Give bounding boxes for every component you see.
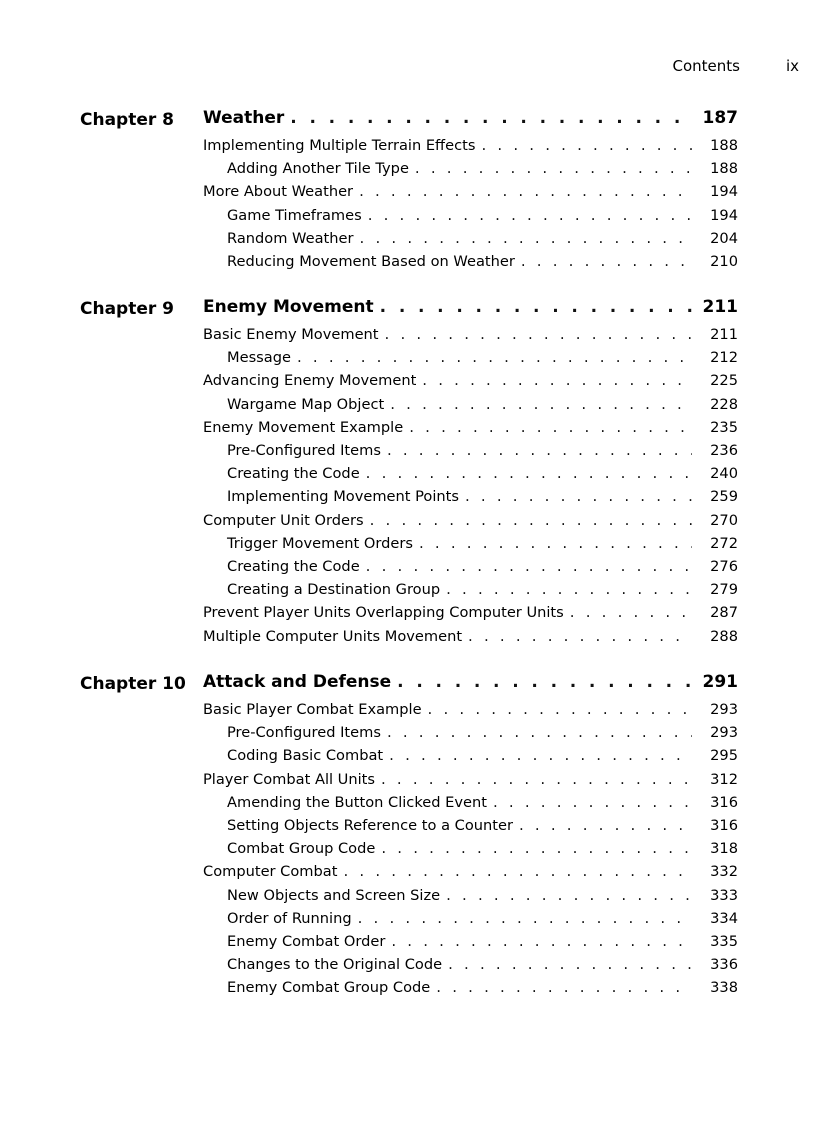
toc-subsection-entry[interactable]: [0, 252, 738, 276]
entry-page-number: 236: [710, 442, 738, 459]
dot-leader: [290, 108, 692, 128]
dot-leader: [422, 371, 692, 389]
dot-leader: [366, 557, 692, 575]
entry-title: Basic Player Combat Example: [203, 701, 422, 718]
entry-page-number: 276: [710, 558, 738, 575]
entry-page-number: 318: [710, 840, 738, 858]
toc-subsection-entry[interactable]: [0, 746, 738, 770]
toc-subsection-entry[interactable]: [0, 229, 738, 253]
dot-leader: [359, 182, 692, 200]
dot-leader: [387, 723, 692, 741]
toc-subsection-entry[interactable]: [0, 441, 738, 465]
entry-title: More About Weather: [203, 183, 354, 201]
entry-page-number: 293: [710, 724, 738, 742]
toc-section-entry[interactable]: [0, 136, 738, 160]
toc-section-entry[interactable]: [0, 770, 738, 794]
entry-page-number: 335: [710, 933, 738, 950]
entry-title: Player Combat All Units: [203, 770, 375, 788]
toc-section-entry[interactable]: [0, 627, 738, 651]
entry-title: Enemy Combat Order: [227, 933, 386, 950]
entry-title: Weather: [203, 108, 285, 128]
chapter-label: Chapter 8: [80, 110, 175, 130]
entry-title: Trigger Movement Orders: [227, 534, 413, 552]
entry-title: Enemy Combat Group Code: [227, 979, 431, 997]
toc-section-entry[interactable]: [0, 700, 738, 724]
toc-subsection-entry[interactable]: [0, 534, 738, 558]
entry-page-number: 338: [710, 979, 738, 997]
entry-title: Computer Unit Orders: [203, 511, 364, 529]
entry-page-number: 259: [710, 488, 738, 506]
entry-title: Implementing Multiple Terrain Effects: [203, 137, 476, 154]
entry-page-number: 291: [702, 672, 738, 692]
toc-subsection-entry[interactable]: [0, 723, 738, 747]
entry-title: Order of Running: [227, 909, 352, 927]
dot-leader: [381, 770, 692, 788]
toc-subsection-entry[interactable]: [0, 909, 738, 933]
dot-leader: [389, 746, 692, 764]
dot-leader: [343, 862, 692, 880]
entry-title: Combat Group Code: [227, 840, 376, 858]
entry-title: Pre-Configured Items: [227, 724, 381, 742]
toc-subsection-entry[interactable]: [0, 206, 738, 230]
entry-page-number: 194: [710, 206, 738, 224]
entry-page-number: 336: [710, 956, 738, 974]
chapter-title-entry[interactable]: [0, 108, 738, 132]
entry-page-number: 240: [710, 465, 738, 483]
dot-leader: [446, 580, 692, 598]
dot-leader: [380, 297, 692, 317]
entry-title: Game Timeframes: [227, 206, 362, 224]
dot-leader: [493, 793, 692, 811]
entry-title: Reducing Movement Based on Weather: [227, 253, 515, 270]
dot-leader: [519, 816, 692, 834]
toc-subsection-entry[interactable]: [0, 978, 738, 1002]
entry-title: Changes to the Original Code: [227, 956, 443, 974]
dot-leader: [448, 955, 692, 973]
entry-page-number: 333: [710, 886, 738, 904]
dot-leader: [390, 395, 692, 413]
chapter-title-entry[interactable]: [0, 297, 738, 321]
entry-title: New Objects and Screen Size: [227, 886, 441, 904]
running-head: [0, 57, 816, 77]
entry-page-number: 225: [710, 372, 738, 390]
entry-page-number: 288: [710, 627, 738, 645]
entry-title: Creating the Code: [227, 558, 360, 575]
dot-leader: [419, 534, 692, 552]
entry-page-number: 287: [710, 604, 738, 622]
entry-page-number: 204: [710, 229, 738, 247]
dot-leader: [391, 932, 692, 950]
dot-leader: [360, 229, 692, 247]
entry-page-number: 316: [710, 817, 738, 834]
entry-page-number: 211: [710, 326, 738, 343]
dot-leader: [368, 206, 692, 224]
toc-subsection-entry[interactable]: [0, 348, 738, 372]
toc-section-entry[interactable]: [0, 603, 738, 627]
toc-subsection-entry[interactable]: [0, 487, 738, 511]
toc-subsection-entry[interactable]: [0, 955, 738, 979]
toc-subsection-entry[interactable]: [0, 159, 738, 183]
toc-subsection-entry[interactable]: [0, 839, 738, 863]
entry-title: Attack and Defense: [203, 672, 392, 692]
entry-title: Multiple Computer Units Movement: [203, 627, 463, 645]
dot-leader: [409, 418, 692, 436]
entry-page-number: 194: [710, 183, 738, 201]
dot-leader: [428, 700, 692, 718]
entry-title: Coding Basic Combat: [227, 747, 384, 765]
chapter-title-entry[interactable]: [0, 672, 738, 696]
entry-title: Creating a Destination Group: [227, 581, 441, 599]
entry-page-number: 228: [710, 395, 738, 413]
entry-page-number: 279: [710, 581, 738, 599]
entry-title: Creating the Code: [227, 465, 360, 483]
entry-title: Enemy Movement: [203, 297, 374, 317]
running-head-title: Contents: [672, 57, 740, 75]
toc-subsection-entry[interactable]: [0, 395, 738, 419]
dot-leader: [387, 441, 692, 459]
toc-subsection-entry[interactable]: [0, 580, 738, 604]
entry-title: Adding Another Tile Type: [227, 160, 409, 178]
toc-section-entry[interactable]: [0, 325, 738, 349]
dot-leader: [415, 159, 692, 177]
entry-page-number: 211: [702, 297, 738, 317]
dot-leader: [370, 511, 692, 529]
dot-leader: [297, 348, 692, 366]
dot-leader: [381, 839, 692, 857]
entry-page-number: 235: [710, 418, 738, 436]
dot-leader: [481, 136, 692, 154]
toc-subsection-entry[interactable]: [0, 557, 738, 581]
entry-page-number: 187: [702, 108, 738, 128]
entry-page-number: 332: [710, 863, 738, 881]
entry-page-number: 272: [710, 534, 738, 552]
dot-leader: [358, 909, 692, 927]
entry-page-number: 316: [710, 793, 738, 811]
entry-page-number: 188: [710, 160, 738, 178]
entry-title: Wargame Map Object: [227, 395, 385, 413]
chapter-label: Chapter 10: [80, 674, 186, 694]
toc-section-entry[interactable]: [0, 182, 738, 206]
dot-leader: [385, 325, 692, 343]
entry-title: Pre-Configured Items: [227, 442, 381, 459]
dot-leader: [465, 487, 692, 505]
dot-leader: [397, 672, 692, 692]
entry-page-number: 210: [710, 253, 738, 270]
dot-leader: [521, 252, 692, 270]
entry-title: Basic Enemy Movement: [203, 326, 379, 343]
entry-title: Prevent Player Units Overlapping Computer Units: [203, 604, 564, 622]
dot-leader: [468, 627, 692, 645]
entry-title: Advancing Enemy Movement: [203, 372, 417, 390]
entry-title: Implementing Movement Points: [227, 488, 459, 506]
dot-leader: [570, 603, 692, 621]
toc-subsection-entry[interactable]: [0, 886, 738, 910]
dot-leader: [436, 978, 692, 996]
toc-subsection-entry[interactable]: [0, 793, 738, 817]
chapter-label: Chapter 9: [80, 299, 175, 319]
entry-page-number: 270: [710, 511, 738, 529]
entry-page-number: 334: [710, 909, 738, 927]
toc-subsection-entry[interactable]: [0, 464, 738, 488]
toc-section-entry[interactable]: [0, 511, 738, 535]
entry-page-number: 295: [710, 747, 738, 765]
entry-title: Enemy Movement Example: [203, 418, 404, 436]
entry-title: Random Weather: [227, 229, 354, 247]
entry-title: Amending the Button Clicked Event: [227, 793, 487, 811]
toc-subsection-entry[interactable]: [0, 932, 738, 956]
entry-page-number: 188: [710, 137, 738, 154]
toc-subsection-entry[interactable]: [0, 816, 738, 840]
toc-section-entry[interactable]: [0, 371, 738, 395]
toc-section-entry[interactable]: [0, 418, 738, 442]
toc-section-entry[interactable]: [0, 862, 738, 886]
dot-leader: [446, 886, 692, 904]
entry-page-number: 293: [710, 701, 738, 718]
entry-title: Message: [227, 349, 291, 367]
entry-title: Computer Combat: [203, 863, 338, 881]
entry-title: Setting Objects Reference to a Counter: [227, 817, 513, 834]
dot-leader: [366, 464, 692, 482]
running-head-page-number: ix: [785, 57, 799, 75]
entry-page-number: 312: [710, 770, 738, 788]
entry-page-number: 212: [710, 349, 738, 367]
